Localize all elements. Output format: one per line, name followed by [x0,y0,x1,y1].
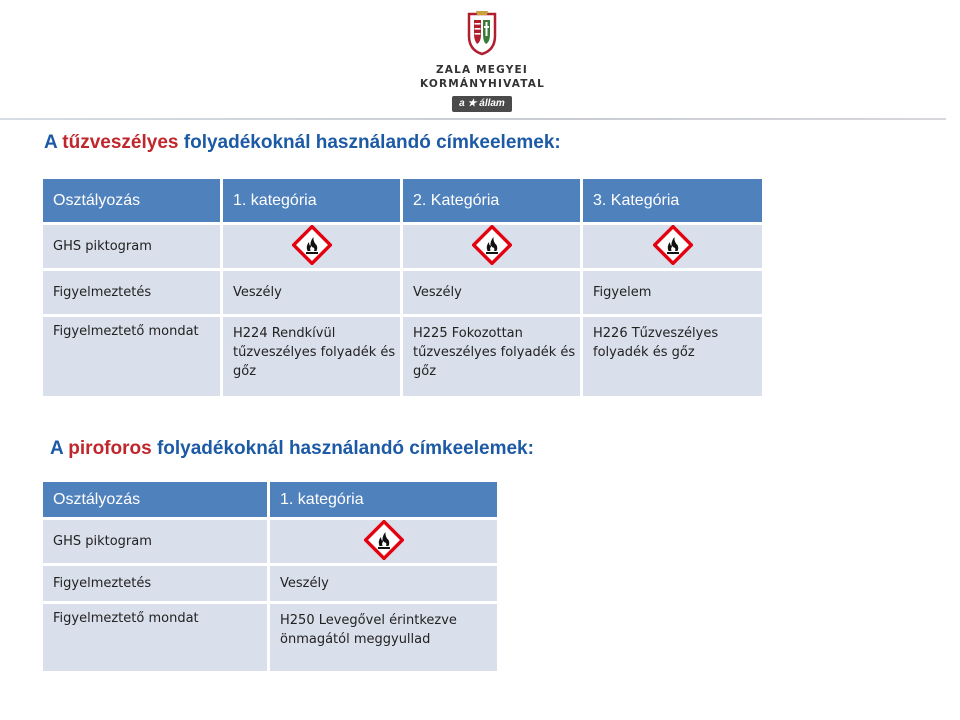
table-row [42,270,764,316]
signal-word-cell: Figyelem [582,270,764,316]
ghs-flame-icon [472,225,512,265]
section2-heading [50,438,534,460]
row-label-piktogram: GHS piktogram [42,224,222,270]
heading-accent: tűzveszélyes [62,132,179,153]
ghs-flame-icon [653,225,693,265]
header-cell-kategoria-1: 1. kategória [222,178,402,224]
heading-prefix: A [44,132,63,153]
section1-heading [44,132,561,154]
pyrophoric-liquids-table [40,479,500,674]
zala-kormanyhivatal-logo [420,8,544,114]
flammable-liquids-table [40,176,765,399]
logo-text-line1: ZALA MEGYEI [435,64,529,76]
pictogram-cell [222,224,402,270]
ghs-flame-icon [292,225,332,265]
signal-word-cell: Veszély [269,565,499,603]
table-row [42,603,499,673]
logo-text-line2: KORMÁNYHIVATAL [420,78,546,90]
logo-slogan: a ★ állam [452,96,512,112]
hazard-statement-cell: H250 Levegővel érintkezve önmagától meggyullad [269,603,499,673]
table-row [42,519,499,565]
heading-prefix: A [50,438,69,459]
row-label-mondat: Figyelmeztető mondat [42,316,222,398]
header-cell-osztalyozas: Osztályozás [42,481,269,519]
coat-of-arms-icon [465,10,499,56]
pictogram-cell [582,224,764,270]
table-row [42,224,764,270]
heading-suffix: folyadékoknál használandó címkeelemek: [178,132,561,153]
row-label-figyelmeztetes: Figyelmeztetés [42,565,269,603]
header-cell-kategoria-3: 3. Kategória [582,178,764,224]
pictogram-cell [402,224,582,270]
header-cell-kategoria-2: 2. Kategória [402,178,582,224]
row-label-mondat: Figyelmeztető mondat [42,603,269,673]
header-cell-osztalyozas: Osztályozás [42,178,222,224]
row-label-figyelmeztetes: Figyelmeztetés [42,270,222,316]
ghs-flame-icon [364,520,404,560]
hazard-statement-cell: H226 Tűzveszélyes folyadék és gőz [582,316,764,398]
hazard-statement-cell: H224 Rendkívül tűzveszélyes folyadék és gőz [222,316,402,398]
table-row [42,565,499,603]
table-header-row [42,481,499,519]
heading-accent: piroforos [68,438,152,459]
header-divider [0,118,946,120]
table-header-row [42,178,764,224]
signal-word-cell: Veszély [222,270,402,316]
signal-word-cell: Veszély [402,270,582,316]
heading-suffix: folyadékoknál használandó címkeelemek: [151,438,534,459]
pictogram-cell [269,519,499,565]
header-cell-kategoria-1: 1. kategória [269,481,499,519]
hazard-statement-cell: H225 Fokozottan tűzveszélyes folyadék és gőz [402,316,582,398]
row-label-piktogram: GHS piktogram [42,519,269,565]
table-row [42,316,764,398]
